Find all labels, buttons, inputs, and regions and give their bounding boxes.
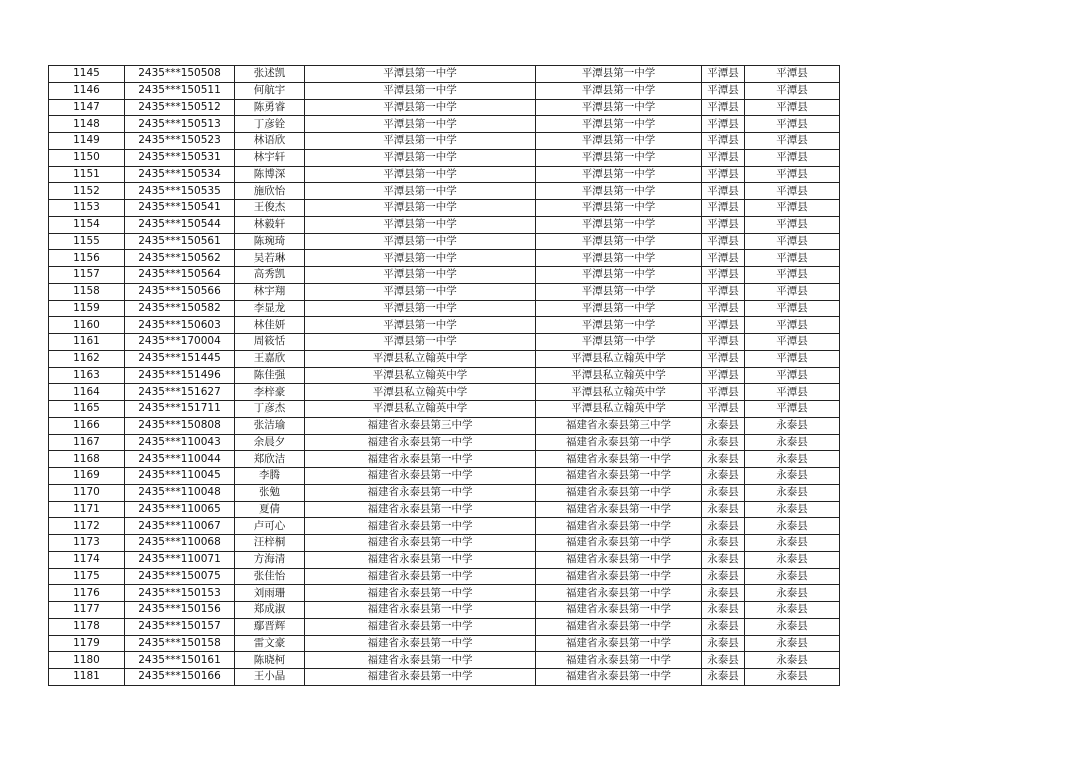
school-cell-2: 福建省永泰县第一中学 xyxy=(536,501,702,518)
table-row xyxy=(49,99,840,116)
school-cell: 平潭县第一中学 xyxy=(305,99,536,116)
school-cell-2: 福建省永泰县第一中学 xyxy=(536,535,702,552)
name-cell: 郑欣洁 xyxy=(235,451,305,468)
table-row xyxy=(49,484,840,501)
school-cell: 福建省永泰县第一中学 xyxy=(305,451,536,468)
school-cell-2: 福建省永泰县第一中学 xyxy=(536,451,702,468)
name-cell: 陈博深 xyxy=(235,166,305,183)
table-row xyxy=(49,283,840,300)
exam-id-cell: 2435***151445 xyxy=(125,350,235,367)
school-cell-2: 平潭县第一中学 xyxy=(536,233,702,250)
school-cell: 福建省永泰县第一中学 xyxy=(305,602,536,619)
county-cell: 平潭县 xyxy=(702,250,745,267)
school-cell: 平潭县第一中学 xyxy=(305,82,536,99)
table-row xyxy=(49,300,840,317)
exam-id-cell: 2435***150564 xyxy=(125,267,235,284)
county-cell-2: 平潭县 xyxy=(745,149,840,166)
seq-cell: 1169 xyxy=(49,468,125,485)
county-cell-2: 平潭县 xyxy=(745,133,840,150)
seq-cell: 1175 xyxy=(49,568,125,585)
county-cell: 永泰县 xyxy=(702,518,745,535)
school-cell-2: 福建省永泰县第一中学 xyxy=(536,652,702,669)
county-cell: 平潭县 xyxy=(702,233,745,250)
table-row xyxy=(49,334,840,351)
county-cell-2: 永泰县 xyxy=(745,518,840,535)
name-cell: 陈佳强 xyxy=(235,367,305,384)
name-cell: 林毅轩 xyxy=(235,216,305,233)
exam-id-cell: 2435***150157 xyxy=(125,618,235,635)
exam-id-cell: 2435***110044 xyxy=(125,451,235,468)
table-row xyxy=(49,501,840,518)
exam-id-cell: 2435***150582 xyxy=(125,300,235,317)
county-cell: 平潭县 xyxy=(702,82,745,99)
seq-cell: 1157 xyxy=(49,267,125,284)
name-cell: 林宇轩 xyxy=(235,149,305,166)
school-cell-2: 福建省永泰县第一中学 xyxy=(536,618,702,635)
name-cell: 李腾 xyxy=(235,468,305,485)
county-cell-2: 平潭县 xyxy=(745,99,840,116)
county-cell: 永泰县 xyxy=(702,417,745,434)
table-row xyxy=(49,233,840,250)
school-cell: 平潭县第一中学 xyxy=(305,334,536,351)
county-cell-2: 永泰县 xyxy=(745,451,840,468)
seq-cell: 1155 xyxy=(49,233,125,250)
name-cell: 李显龙 xyxy=(235,300,305,317)
school-cell-2: 福建省永泰县第一中学 xyxy=(536,518,702,535)
county-cell-2: 平潭县 xyxy=(745,350,840,367)
name-cell: 王小晶 xyxy=(235,669,305,686)
name-cell: 郑成淑 xyxy=(235,602,305,619)
exam-id-cell: 2435***150561 xyxy=(125,233,235,250)
school-cell: 福建省永泰县第一中学 xyxy=(305,652,536,669)
seq-cell: 1176 xyxy=(49,585,125,602)
seq-cell: 1160 xyxy=(49,317,125,334)
county-cell: 永泰县 xyxy=(702,551,745,568)
county-cell-2: 平潭县 xyxy=(745,200,840,217)
seq-cell: 1179 xyxy=(49,635,125,652)
exam-id-cell: 2435***151627 xyxy=(125,384,235,401)
county-cell-2: 平潭县 xyxy=(745,216,840,233)
table-row xyxy=(49,585,840,602)
county-cell: 平潭县 xyxy=(702,350,745,367)
school-cell: 平潭县第一中学 xyxy=(305,300,536,317)
county-cell-2: 平潭县 xyxy=(745,183,840,200)
exam-id-cell: 2435***150523 xyxy=(125,133,235,150)
school-cell: 福建省永泰县第一中学 xyxy=(305,669,536,686)
seq-cell: 1163 xyxy=(49,367,125,384)
table-row xyxy=(49,216,840,233)
table-row xyxy=(49,635,840,652)
county-cell: 平潭县 xyxy=(702,166,745,183)
table-row xyxy=(49,367,840,384)
table-row xyxy=(49,401,840,418)
school-cell-2: 平潭县第一中学 xyxy=(536,300,702,317)
name-cell: 丁彦铨 xyxy=(235,116,305,133)
table-row xyxy=(49,183,840,200)
county-cell: 平潭县 xyxy=(702,401,745,418)
seq-cell: 1152 xyxy=(49,183,125,200)
school-cell: 平潭县私立翰英中学 xyxy=(305,367,536,384)
school-cell-2: 福建省永泰县第一中学 xyxy=(536,602,702,619)
seq-cell: 1168 xyxy=(49,451,125,468)
school-cell-2: 平潭县第一中学 xyxy=(536,166,702,183)
table-row xyxy=(49,66,840,83)
school-cell-2: 平潭县第一中学 xyxy=(536,250,702,267)
table-row xyxy=(49,267,840,284)
seq-cell: 1167 xyxy=(49,434,125,451)
school-cell-2: 平潭县第一中学 xyxy=(536,82,702,99)
school-cell-2: 福建省永泰县第一中学 xyxy=(536,468,702,485)
exam-id-cell: 2435***150075 xyxy=(125,568,235,585)
table-row xyxy=(49,133,840,150)
name-cell: 王俊杰 xyxy=(235,200,305,217)
county-cell: 平潭县 xyxy=(702,149,745,166)
table-row xyxy=(49,82,840,99)
school-cell: 福建省永泰县第一中学 xyxy=(305,585,536,602)
exam-id-cell: 2435***110067 xyxy=(125,518,235,535)
school-cell: 福建省永泰县第一中学 xyxy=(305,484,536,501)
exam-id-cell: 2435***150544 xyxy=(125,216,235,233)
school-cell: 平潭县第一中学 xyxy=(305,183,536,200)
seq-cell: 1165 xyxy=(49,401,125,418)
school-cell: 平潭县第一中学 xyxy=(305,250,536,267)
table-row xyxy=(49,116,840,133)
county-cell: 平潭县 xyxy=(702,334,745,351)
name-cell: 卢可心 xyxy=(235,518,305,535)
county-cell-2: 永泰县 xyxy=(745,484,840,501)
seq-cell: 1154 xyxy=(49,216,125,233)
seq-cell: 1174 xyxy=(49,551,125,568)
seq-cell: 1159 xyxy=(49,300,125,317)
seq-cell: 1146 xyxy=(49,82,125,99)
school-cell: 福建省永泰县第一中学 xyxy=(305,568,536,585)
school-cell-2: 平潭县私立翰英中学 xyxy=(536,401,702,418)
seq-cell: 1164 xyxy=(49,384,125,401)
county-cell-2: 平潭县 xyxy=(745,401,840,418)
county-cell: 平潭县 xyxy=(702,116,745,133)
exam-id-cell: 2435***150535 xyxy=(125,183,235,200)
seq-cell: 1172 xyxy=(49,518,125,535)
exam-id-cell: 2435***150153 xyxy=(125,585,235,602)
exam-id-cell: 2435***150531 xyxy=(125,149,235,166)
county-cell-2: 平潭县 xyxy=(745,384,840,401)
county-cell: 永泰县 xyxy=(702,618,745,635)
school-cell-2: 福建省永泰县第一中学 xyxy=(536,551,702,568)
table-row xyxy=(49,602,840,619)
school-cell: 福建省永泰县第一中学 xyxy=(305,618,536,635)
county-cell-2: 平潭县 xyxy=(745,334,840,351)
table-row xyxy=(49,350,840,367)
roster-table xyxy=(48,65,840,686)
school-cell: 福建省永泰县第一中学 xyxy=(305,501,536,518)
exam-id-cell: 2435***110065 xyxy=(125,501,235,518)
county-cell-2: 平潭县 xyxy=(745,116,840,133)
county-cell-2: 永泰县 xyxy=(745,501,840,518)
county-cell-2: 永泰县 xyxy=(745,468,840,485)
table-row xyxy=(49,200,840,217)
county-cell: 平潭县 xyxy=(702,99,745,116)
county-cell-2: 平潭县 xyxy=(745,250,840,267)
exam-id-cell: 2435***151496 xyxy=(125,367,235,384)
county-cell: 平潭县 xyxy=(702,300,745,317)
name-cell: 汪梓桐 xyxy=(235,535,305,552)
school-cell-2: 福建省永泰县第一中学 xyxy=(536,434,702,451)
exam-id-cell: 2435***110071 xyxy=(125,551,235,568)
table-row xyxy=(49,468,840,485)
county-cell-2: 平潭县 xyxy=(745,317,840,334)
exam-id-cell: 2435***150603 xyxy=(125,317,235,334)
school-cell-2: 平潭县第一中学 xyxy=(536,334,702,351)
seq-cell: 1162 xyxy=(49,350,125,367)
table-row xyxy=(49,669,840,686)
name-cell: 余晨夕 xyxy=(235,434,305,451)
school-cell: 平潭县第一中学 xyxy=(305,233,536,250)
county-cell: 平潭县 xyxy=(702,317,745,334)
name-cell: 林语欣 xyxy=(235,133,305,150)
county-cell-2: 永泰县 xyxy=(745,417,840,434)
county-cell-2: 永泰县 xyxy=(745,535,840,552)
school-cell-2: 平潭县第一中学 xyxy=(536,99,702,116)
school-cell: 福建省永泰县第一中学 xyxy=(305,434,536,451)
school-cell: 福建省永泰县第一中学 xyxy=(305,635,536,652)
school-cell: 平潭县第一中学 xyxy=(305,216,536,233)
county-cell-2: 平潭县 xyxy=(745,82,840,99)
county-cell: 永泰县 xyxy=(702,484,745,501)
exam-id-cell: 2435***150158 xyxy=(125,635,235,652)
school-cell: 平潭县第一中学 xyxy=(305,149,536,166)
name-cell: 张佳怡 xyxy=(235,568,305,585)
exam-id-cell: 2435***110048 xyxy=(125,484,235,501)
seq-cell: 1161 xyxy=(49,334,125,351)
school-cell: 平潭县第一中学 xyxy=(305,133,536,150)
county-cell: 平潭县 xyxy=(702,183,745,200)
table-row xyxy=(49,317,840,334)
county-cell: 永泰县 xyxy=(702,669,745,686)
county-cell: 平潭县 xyxy=(702,384,745,401)
county-cell: 永泰县 xyxy=(702,585,745,602)
school-cell-2: 福建省永泰县第一中学 xyxy=(536,568,702,585)
seq-cell: 1178 xyxy=(49,618,125,635)
county-cell-2: 永泰县 xyxy=(745,635,840,652)
exam-id-cell: 2435***150534 xyxy=(125,166,235,183)
school-cell-2: 平潭县第一中学 xyxy=(536,216,702,233)
name-cell: 林佳妍 xyxy=(235,317,305,334)
exam-id-cell: 2435***150513 xyxy=(125,116,235,133)
school-cell: 福建省永泰县第一中学 xyxy=(305,518,536,535)
exam-id-cell: 2435***170004 xyxy=(125,334,235,351)
seq-cell: 1173 xyxy=(49,535,125,552)
name-cell: 周筱恬 xyxy=(235,334,305,351)
county-cell-2: 永泰县 xyxy=(745,568,840,585)
school-cell: 平潭县第一中学 xyxy=(305,283,536,300)
county-cell-2: 平潭县 xyxy=(745,267,840,284)
seq-cell: 1158 xyxy=(49,283,125,300)
county-cell: 平潭县 xyxy=(702,367,745,384)
name-cell: 陈晓柯 xyxy=(235,652,305,669)
exam-id-cell: 2435***150166 xyxy=(125,669,235,686)
school-cell-2: 福建省永泰县第一中学 xyxy=(536,484,702,501)
name-cell: 高秀凯 xyxy=(235,267,305,284)
county-cell-2: 平潭县 xyxy=(745,166,840,183)
county-cell: 永泰县 xyxy=(702,451,745,468)
school-cell: 福建省永泰县第一中学 xyxy=(305,551,536,568)
county-cell: 平潭县 xyxy=(702,267,745,284)
seq-cell: 1153 xyxy=(49,200,125,217)
county-cell: 平潭县 xyxy=(702,216,745,233)
table-row xyxy=(49,535,840,552)
exam-id-cell: 2435***150808 xyxy=(125,417,235,434)
table-row xyxy=(49,250,840,267)
seq-cell: 1156 xyxy=(49,250,125,267)
table-row xyxy=(49,518,840,535)
table-row xyxy=(49,451,840,468)
table-row xyxy=(49,149,840,166)
school-cell-2: 平潭县第一中学 xyxy=(536,183,702,200)
county-cell: 永泰县 xyxy=(702,568,745,585)
school-cell: 福建省永泰县第一中学 xyxy=(305,468,536,485)
name-cell: 张洁瑜 xyxy=(235,417,305,434)
county-cell: 平潭县 xyxy=(702,133,745,150)
table-row xyxy=(49,434,840,451)
school-cell-2: 平潭县第一中学 xyxy=(536,149,702,166)
school-cell: 平潭县私立翰英中学 xyxy=(305,350,536,367)
exam-id-cell: 2435***110045 xyxy=(125,468,235,485)
school-cell-2: 福建省永泰县第一中学 xyxy=(536,635,702,652)
county-cell-2: 永泰县 xyxy=(745,602,840,619)
name-cell: 吴若琳 xyxy=(235,250,305,267)
name-cell: 林宇翔 xyxy=(235,283,305,300)
seq-cell: 1150 xyxy=(49,149,125,166)
county-cell: 永泰县 xyxy=(702,652,745,669)
school-cell: 平潭县第一中学 xyxy=(305,200,536,217)
roster-sheet xyxy=(48,65,840,686)
county-cell-2: 永泰县 xyxy=(745,551,840,568)
seq-cell: 1149 xyxy=(49,133,125,150)
exam-id-cell: 2435***150156 xyxy=(125,602,235,619)
school-cell-2: 平潭县第一中学 xyxy=(536,116,702,133)
county-cell-2: 平潭县 xyxy=(745,367,840,384)
name-cell: 刘雨珊 xyxy=(235,585,305,602)
name-cell: 夏倩 xyxy=(235,501,305,518)
seq-cell: 1147 xyxy=(49,99,125,116)
school-cell: 平潭县第一中学 xyxy=(305,267,536,284)
school-cell-2: 平潭县私立翰英中学 xyxy=(536,350,702,367)
name-cell: 方海清 xyxy=(235,551,305,568)
table-row xyxy=(49,568,840,585)
exam-id-cell: 2435***150541 xyxy=(125,200,235,217)
school-cell: 平潭县第一中学 xyxy=(305,166,536,183)
name-cell: 陈勇睿 xyxy=(235,99,305,116)
school-cell: 平潭县第一中学 xyxy=(305,116,536,133)
exam-id-cell: 2435***150562 xyxy=(125,250,235,267)
seq-cell: 1145 xyxy=(49,66,125,83)
name-cell: 李梓豪 xyxy=(235,384,305,401)
county-cell-2: 平潭县 xyxy=(745,283,840,300)
seq-cell: 1166 xyxy=(49,417,125,434)
school-cell-2: 平潭县第一中学 xyxy=(536,267,702,284)
table-row xyxy=(49,551,840,568)
school-cell: 平潭县私立翰英中学 xyxy=(305,401,536,418)
exam-id-cell: 2435***110068 xyxy=(125,535,235,552)
name-cell: 何航宇 xyxy=(235,82,305,99)
table-row xyxy=(49,652,840,669)
seq-cell: 1148 xyxy=(49,116,125,133)
county-cell-2: 平潭县 xyxy=(745,300,840,317)
school-cell-2: 福建省永泰县第三中学 xyxy=(536,417,702,434)
name-cell: 鄢晋辉 xyxy=(235,618,305,635)
school-cell-2: 平潭县私立翰英中学 xyxy=(536,384,702,401)
exam-id-cell: 2435***151711 xyxy=(125,401,235,418)
county-cell-2: 平潭县 xyxy=(745,66,840,83)
seq-cell: 1170 xyxy=(49,484,125,501)
seq-cell: 1151 xyxy=(49,166,125,183)
seq-cell: 1177 xyxy=(49,602,125,619)
school-cell: 平潭县私立翰英中学 xyxy=(305,384,536,401)
county-cell-2: 永泰县 xyxy=(745,669,840,686)
county-cell: 永泰县 xyxy=(702,635,745,652)
school-cell: 福建省永泰县第一中学 xyxy=(305,535,536,552)
county-cell: 平潭县 xyxy=(702,200,745,217)
county-cell-2: 永泰县 xyxy=(745,618,840,635)
table-row xyxy=(49,166,840,183)
county-cell-2: 平潭县 xyxy=(745,233,840,250)
school-cell-2: 平潭县私立翰英中学 xyxy=(536,367,702,384)
exam-id-cell: 2435***150512 xyxy=(125,99,235,116)
school-cell-2: 福建省永泰县第一中学 xyxy=(536,669,702,686)
seq-cell: 1181 xyxy=(49,669,125,686)
county-cell: 永泰县 xyxy=(702,468,745,485)
name-cell: 雷文豪 xyxy=(235,635,305,652)
name-cell: 张述凯 xyxy=(235,66,305,83)
school-cell-2: 平潭县第一中学 xyxy=(536,66,702,83)
county-cell: 永泰县 xyxy=(702,501,745,518)
county-cell-2: 永泰县 xyxy=(745,585,840,602)
exam-id-cell: 2435***150566 xyxy=(125,283,235,300)
county-cell: 平潭县 xyxy=(702,66,745,83)
name-cell: 王嘉欣 xyxy=(235,350,305,367)
seq-cell: 1180 xyxy=(49,652,125,669)
county-cell: 永泰县 xyxy=(702,602,745,619)
exam-id-cell: 2435***150161 xyxy=(125,652,235,669)
school-cell-2: 平潭县第一中学 xyxy=(536,133,702,150)
name-cell: 丁彦杰 xyxy=(235,401,305,418)
table-row xyxy=(49,417,840,434)
school-cell-2: 平潭县第一中学 xyxy=(536,283,702,300)
exam-id-cell: 2435***150508 xyxy=(125,66,235,83)
school-cell-2: 平潭县第一中学 xyxy=(536,200,702,217)
table-row xyxy=(49,618,840,635)
school-cell: 平潭县第一中学 xyxy=(305,66,536,83)
county-cell: 永泰县 xyxy=(702,535,745,552)
seq-cell: 1171 xyxy=(49,501,125,518)
school-cell: 平潭县第一中学 xyxy=(305,317,536,334)
school-cell: 福建省永泰县第三中学 xyxy=(305,417,536,434)
exam-id-cell: 2435***150511 xyxy=(125,82,235,99)
county-cell: 平潭县 xyxy=(702,283,745,300)
name-cell: 张勉 xyxy=(235,484,305,501)
name-cell: 施欣怡 xyxy=(235,183,305,200)
name-cell: 陈琬琦 xyxy=(235,233,305,250)
county-cell: 永泰县 xyxy=(702,434,745,451)
school-cell-2: 福建省永泰县第一中学 xyxy=(536,585,702,602)
county-cell-2: 永泰县 xyxy=(745,652,840,669)
table-row xyxy=(49,384,840,401)
exam-id-cell: 2435***110043 xyxy=(125,434,235,451)
school-cell-2: 平潭县第一中学 xyxy=(536,317,702,334)
county-cell-2: 永泰县 xyxy=(745,434,840,451)
